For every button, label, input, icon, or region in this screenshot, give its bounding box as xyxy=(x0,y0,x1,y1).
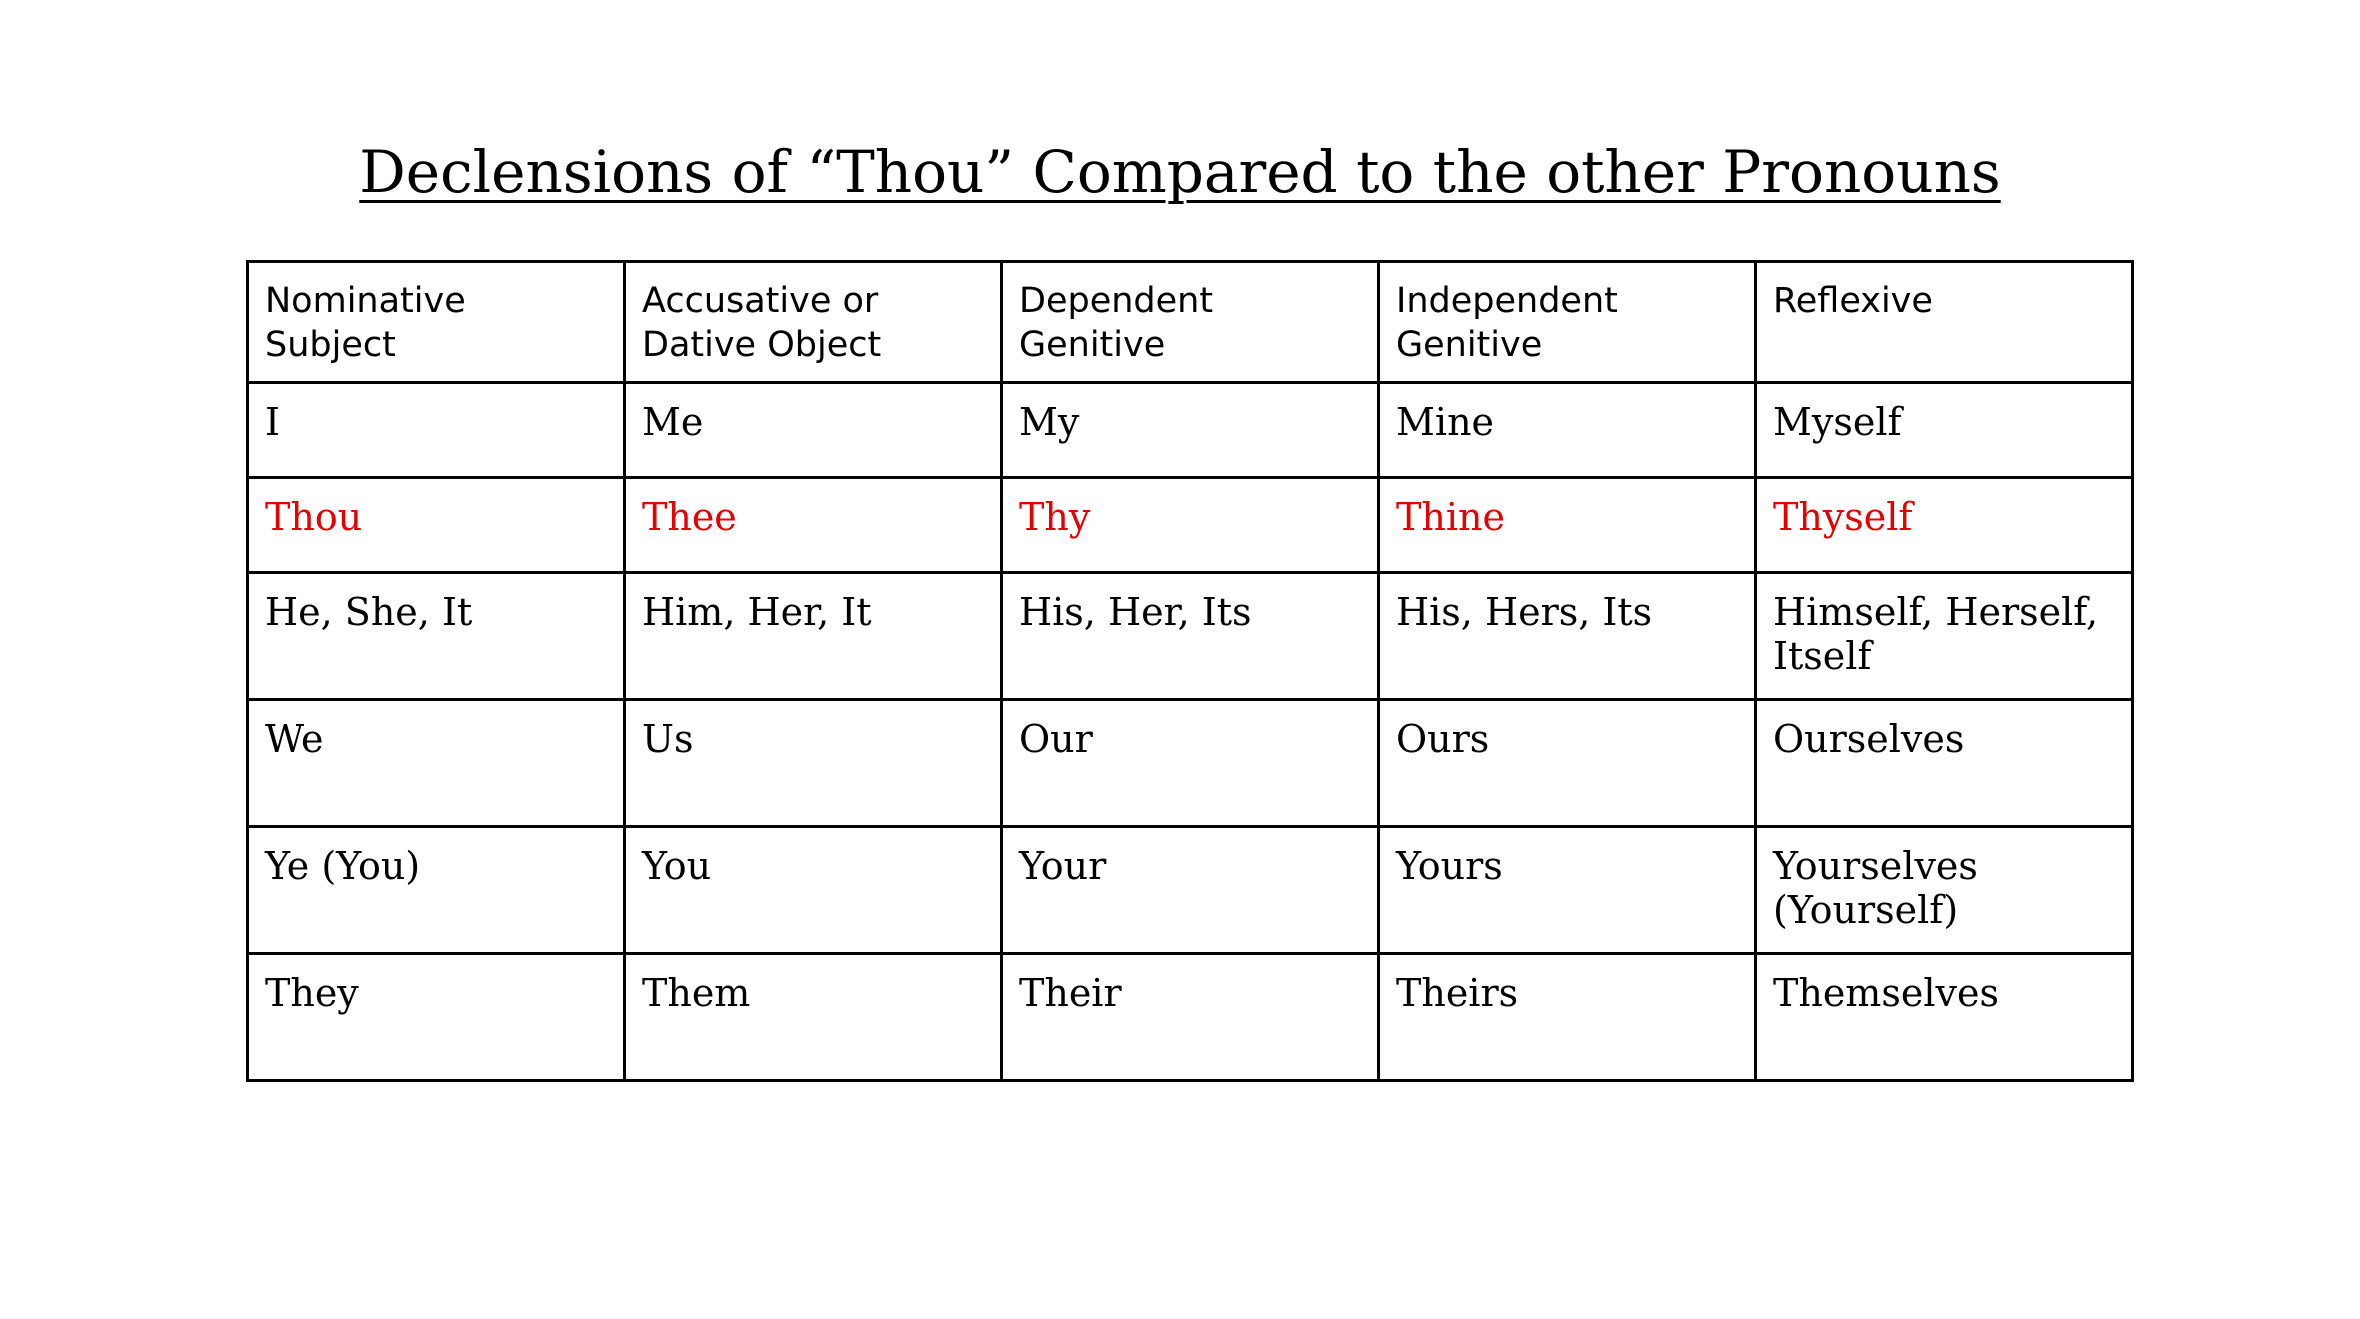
header-independent-genitive: Independent Genitive xyxy=(1379,262,1756,383)
table-row-first-plural xyxy=(248,700,2133,827)
table-cell: I xyxy=(248,383,625,478)
table-cell: Thy xyxy=(1002,478,1379,573)
table-row-third-singular xyxy=(248,573,2133,700)
table-cell: Yours xyxy=(1379,827,1756,954)
table-row-second-plural xyxy=(248,827,2133,954)
table-cell: He, She, It xyxy=(248,573,625,700)
table-cell: Your xyxy=(1002,827,1379,954)
table-cell: Thyself xyxy=(1756,478,2133,573)
table-cell: Ye (You) xyxy=(248,827,625,954)
table-cell: Me xyxy=(625,383,1002,478)
table-cell: They xyxy=(248,954,625,1081)
table-cell: Thee xyxy=(625,478,1002,573)
table-header-row xyxy=(248,262,2133,383)
header-dependent-genitive: Dependent Genitive xyxy=(1002,262,1379,383)
table-row-third-plural xyxy=(248,954,2133,1081)
table-cell: Him, Her, It xyxy=(625,573,1002,700)
table-cell: Ourselves xyxy=(1756,700,2133,827)
table-cell: His, Hers, Its xyxy=(1379,573,1756,700)
pronoun-declension-table xyxy=(246,260,2134,1082)
table-cell: We xyxy=(248,700,625,827)
table-cell: Them xyxy=(625,954,1002,1081)
header-accusative: Accusative or Dative Object xyxy=(625,262,1002,383)
header-reflexive: Reflexive xyxy=(1756,262,2133,383)
page-title: Declensions of “Thou” Compared to the other Pronouns xyxy=(359,138,2001,206)
table-cell: You xyxy=(625,827,1002,954)
table-cell: Yourselves (Yourself) xyxy=(1756,827,2133,954)
table-cell: His, Her, Its xyxy=(1002,573,1379,700)
table-cell: Mine xyxy=(1379,383,1756,478)
table-cell: Theirs xyxy=(1379,954,1756,1081)
table-cell: Himself, Herself, Itself xyxy=(1756,573,2133,700)
table-row-first-singular xyxy=(248,383,2133,478)
table-cell: Our xyxy=(1002,700,1379,827)
table-cell: Themselves xyxy=(1756,954,2133,1081)
table-cell: Ours xyxy=(1379,700,1756,827)
table-cell: Us xyxy=(625,700,1002,827)
table-cell: Thine xyxy=(1379,478,1756,573)
table-row-thou-highlighted xyxy=(248,478,2133,573)
table-cell: Their xyxy=(1002,954,1379,1081)
table-cell: Thou xyxy=(248,478,625,573)
header-nominative: Nominative Subject xyxy=(248,262,625,383)
table-cell: My xyxy=(1002,383,1379,478)
table-cell: Myself xyxy=(1756,383,2133,478)
